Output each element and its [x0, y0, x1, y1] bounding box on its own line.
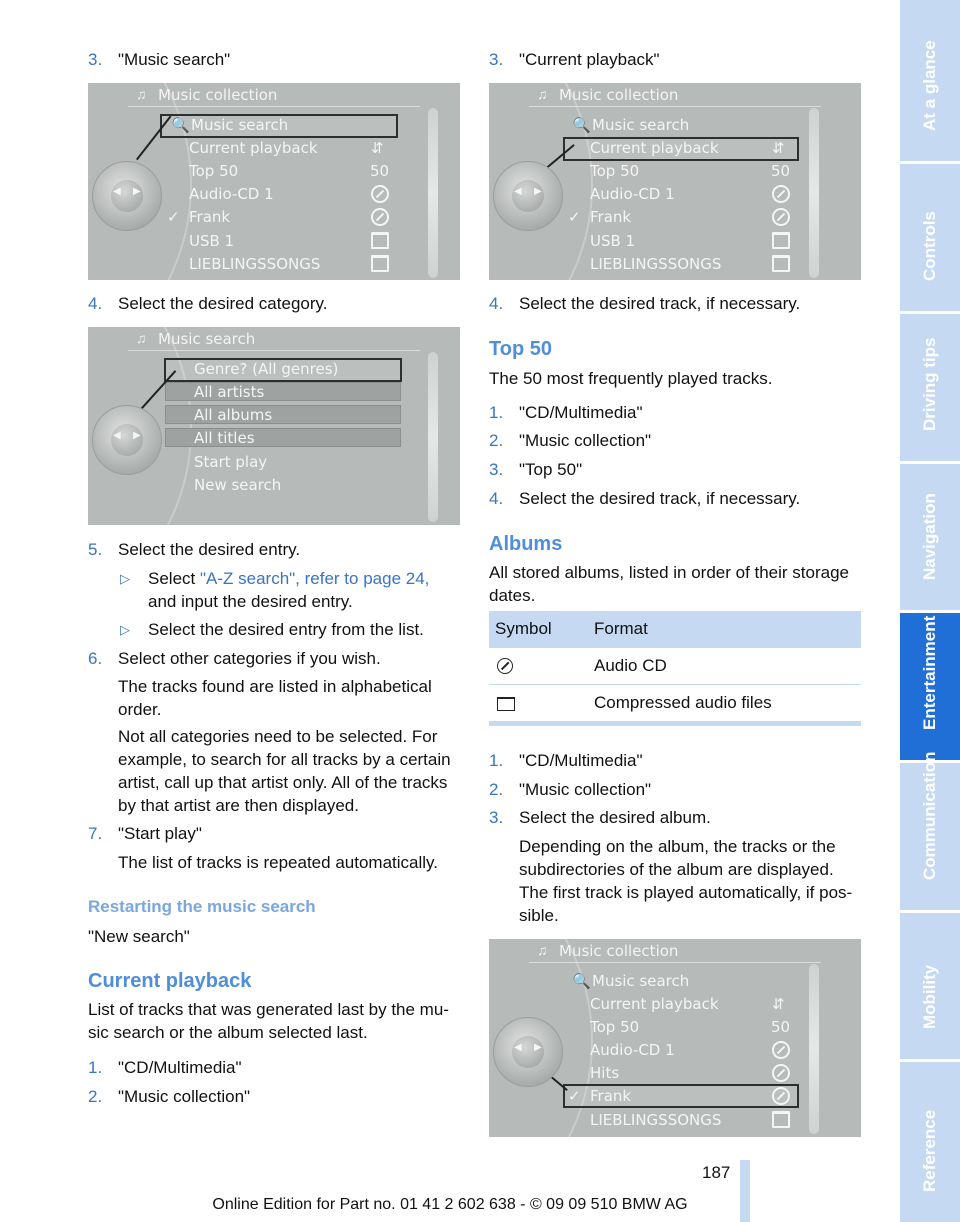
cd-icon	[772, 185, 790, 203]
step-number: 2.	[88, 1087, 103, 1106]
menu-item-top-50[interactable]: Top 50	[189, 162, 239, 180]
step-number: 7.	[88, 824, 103, 843]
title-divider	[529, 962, 821, 963]
step-number: 4.	[489, 489, 504, 508]
column-header-symbol: Symbol	[495, 619, 552, 638]
menu-item-top-50[interactable]: Top 50	[590, 162, 640, 180]
step-text: "CD/Multimedia"	[519, 751, 643, 770]
menu-item-all-titles[interactable]: All titles	[194, 429, 255, 447]
menu-item-lieblingssongs[interactable]: LIEBLINGSSONGS	[590, 255, 722, 273]
playlist-icon: ⇵	[772, 996, 785, 1013]
paragraph-line: sic search or the album selected last.	[88, 1023, 368, 1042]
menu-item-current-playback[interactable]: Current playback	[590, 995, 719, 1013]
step-text: Select the desired category.	[118, 294, 328, 313]
menu-item-all-albums[interactable]: All albums	[194, 406, 273, 424]
album-selection-screenshot	[489, 939, 861, 1137]
current-playback-screenshot	[489, 83, 861, 280]
bullet-text: Select "A-Z search", refer to page 24,	[148, 569, 430, 588]
music-note-icon: ♫	[136, 330, 147, 346]
menu-item-audio-cd[interactable]: Audio-CD 1	[590, 185, 675, 203]
cd-icon	[772, 1064, 790, 1082]
check-icon: ✓	[568, 1087, 581, 1105]
column-header-format: Format	[594, 619, 648, 638]
title-divider	[128, 106, 420, 107]
tab-at-a-glance[interactable]: At a glance	[900, 0, 960, 161]
music-note-icon: ♫	[537, 942, 548, 958]
top50-count: 50	[370, 162, 390, 180]
paragraph-line: The first track is played automatically, if pos-	[519, 883, 853, 902]
section-subheading: Restarting the music search	[88, 897, 316, 916]
table-bottom-rule	[489, 722, 861, 726]
cd-icon	[772, 1087, 790, 1105]
step-number: 1.	[489, 403, 504, 422]
step-text: "CD/Multimedia"	[519, 403, 643, 422]
paragraph-line: All stored albums, listed in order of their storage	[489, 563, 850, 582]
bullet-text: Select the desired entry from the list.	[148, 620, 424, 639]
controller-knob: ◀ ▶	[493, 161, 563, 231]
step-text: Select the desired entry.	[118, 540, 301, 559]
paragraph-line: Not all categories need to be selected. For	[118, 727, 438, 746]
step-number: 1.	[88, 1058, 103, 1077]
music-note-icon: ♫	[136, 86, 147, 102]
step-number: 4.	[489, 294, 504, 313]
cd-icon	[772, 208, 790, 226]
menu-item-audio-cd[interactable]: Audio-CD 1	[590, 1041, 675, 1059]
folder-icon	[371, 255, 389, 272]
step-text: "Top 50"	[519, 460, 583, 479]
step-text: "Current playback"	[519, 50, 660, 69]
step-number: 4.	[88, 294, 103, 313]
tab-mobility[interactable]: Mobility	[900, 913, 960, 1059]
top50-count: 50	[771, 1018, 791, 1036]
footer-text: Online Edition for Part no. 01 41 2 602 638 - © 09 09 510 BMW AG	[212, 1196, 688, 1213]
paragraph-line: subdirectories of the album are displayed.	[519, 860, 834, 879]
menu-item-current-playback[interactable]: Current playback	[590, 139, 719, 157]
menu-item-frank[interactable]: Frank	[590, 208, 632, 226]
section-heading: Top 50	[489, 338, 552, 360]
tab-entertainment[interactable]: Entertainment	[900, 613, 960, 760]
step-text: Select the desired track, if necessary.	[519, 294, 801, 313]
step-number: 6.	[88, 649, 103, 668]
table-cell: Audio CD	[594, 656, 667, 675]
tab-reference[interactable]: Reference	[900, 1062, 960, 1222]
controller-knob: ◀ ▶	[92, 161, 162, 231]
controller-knob: ◀ ▶	[92, 405, 162, 475]
step-text: "Start play"	[118, 824, 202, 843]
check-icon: ✓	[568, 208, 581, 226]
folder-icon	[371, 232, 389, 249]
table-row	[489, 648, 861, 685]
bullet-text: and input the desired entry.	[148, 592, 353, 611]
paragraph-line: order.	[118, 700, 162, 719]
paragraph-line: dates.	[489, 586, 536, 605]
step-number: 3.	[88, 50, 103, 69]
cd-icon	[371, 185, 389, 203]
menu-item-music-search[interactable]: Music search	[592, 116, 690, 134]
folder-icon	[772, 232, 790, 249]
paragraph-line: by that artist are then displayed.	[118, 796, 359, 815]
screen-title: Music collection	[559, 942, 679, 960]
playlist-icon: ⇵	[772, 140, 785, 157]
step-text: Select the desired album.	[519, 808, 711, 827]
paragraph-line: artist, call up that artist only. All of the tracks	[118, 773, 448, 792]
step-text: "Music search"	[118, 50, 231, 69]
menu-item-hits[interactable]: Hits	[590, 1064, 620, 1082]
step-text: "Music collection"	[118, 1087, 251, 1106]
cd-icon	[371, 208, 389, 226]
top50-count: 50	[771, 162, 791, 180]
step-number: 2.	[489, 431, 504, 450]
step-text: Select the desired track, if necessary.	[519, 489, 801, 508]
playlist-icon: ⇵	[371, 140, 384, 157]
menu-item-genre[interactable]: Genre? (All genres)	[194, 360, 339, 378]
step-number: 5.	[88, 540, 103, 559]
search-icon: 🔍	[572, 116, 591, 134]
paragraph-line: example, to search for all tracks by a certain	[118, 750, 451, 769]
music-search-screenshot	[88, 327, 460, 525]
format-table	[489, 611, 861, 726]
menu-item-lieblingssongs[interactable]: LIEBLINGSSONGS	[189, 255, 321, 273]
bullet-icon: ▷	[120, 571, 130, 586]
cd-icon	[772, 1041, 790, 1059]
paragraph-line: Depending on the album, the tracks or the	[519, 837, 836, 856]
step-text: "CD/Multimedia"	[118, 1058, 242, 1077]
title-divider	[529, 106, 821, 107]
paragraph-line: The list of tracks is repeated automatically.	[118, 853, 438, 872]
step-text: "Music collection"	[519, 431, 652, 450]
step-number: 3.	[489, 460, 504, 479]
step-number: 2.	[489, 780, 504, 799]
menu-item-current-playback[interactable]: Current playback	[189, 139, 318, 157]
page-number: 187	[702, 1163, 731, 1182]
paragraph-line: List of tracks that was generated last by the mu-	[88, 1000, 449, 1019]
cd-icon	[497, 658, 513, 674]
section-heading: Albums	[489, 533, 563, 555]
controller-knob: ◀ ▶	[493, 1017, 563, 1087]
menu-item-lieblingssongs[interactable]: LIEBLINGSSONGS	[590, 1111, 722, 1129]
menu-item-frank[interactable]: Frank	[189, 208, 231, 226]
folder-icon	[772, 1111, 790, 1128]
table-row	[489, 685, 861, 722]
music-note-icon: ♫	[537, 86, 548, 102]
bullet-icon: ▷	[120, 622, 130, 637]
tab-navigation[interactable]: Navigation	[900, 464, 960, 610]
menu-item-music-search[interactable]: Music search	[592, 972, 690, 990]
chapter-tabs	[900, 0, 960, 1222]
scroll-rail	[428, 108, 438, 278]
search-icon: 🔍	[171, 116, 190, 134]
step-number: 1.	[489, 751, 504, 770]
step-text: "Music collection"	[519, 780, 652, 799]
menu-item-top-50[interactable]: Top 50	[590, 1018, 640, 1036]
page-reference-link[interactable]: "A-Z search", refer to page 24,	[199, 569, 430, 588]
paragraph-line: sible.	[519, 906, 559, 925]
paragraph-line: The tracks found are listed in alphabetical	[118, 677, 432, 696]
table-header	[489, 611, 861, 648]
menu-item-all-artists[interactable]: All artists	[194, 383, 265, 401]
screen-title: Music search	[158, 330, 256, 348]
step-text: Select other categories if you wish.	[118, 649, 381, 668]
paragraph-line: "New search"	[88, 927, 190, 946]
menu-item-frank[interactable]: Frank	[590, 1087, 632, 1105]
menu-item-new-search[interactable]: New search	[194, 476, 282, 494]
music-collection-screenshot	[88, 83, 460, 280]
title-divider	[128, 350, 420, 351]
scroll-rail	[809, 964, 819, 1134]
scroll-rail	[809, 108, 819, 278]
menu-item-audio-cd[interactable]: Audio-CD 1	[189, 185, 274, 203]
step-number: 3.	[489, 808, 504, 827]
menu-item-usb[interactable]: USB 1	[590, 232, 636, 250]
menu-item-usb[interactable]: USB 1	[189, 232, 235, 250]
tab-controls[interactable]: Controls	[900, 164, 960, 311]
folder-icon	[772, 255, 790, 272]
section-heading: Current playback	[88, 970, 252, 992]
screen-title: Music collection	[559, 86, 679, 104]
screen-title: Music collection	[158, 86, 278, 104]
folder-icon	[497, 697, 515, 711]
paragraph-line: The 50 most frequently played tracks.	[489, 369, 773, 388]
menu-item-music-search[interactable]: Music search	[191, 116, 289, 134]
menu-item-start-play[interactable]: Start play	[194, 453, 268, 471]
search-icon: 🔍	[572, 972, 591, 990]
tab-driving-tips[interactable]: Driving tips	[900, 314, 960, 461]
table-cell: Compressed audio files	[594, 693, 772, 712]
step-number: 3.	[489, 50, 504, 69]
tab-communication[interactable]: Communication	[900, 763, 960, 910]
scroll-rail	[428, 352, 438, 522]
check-icon: ✓	[167, 208, 180, 226]
